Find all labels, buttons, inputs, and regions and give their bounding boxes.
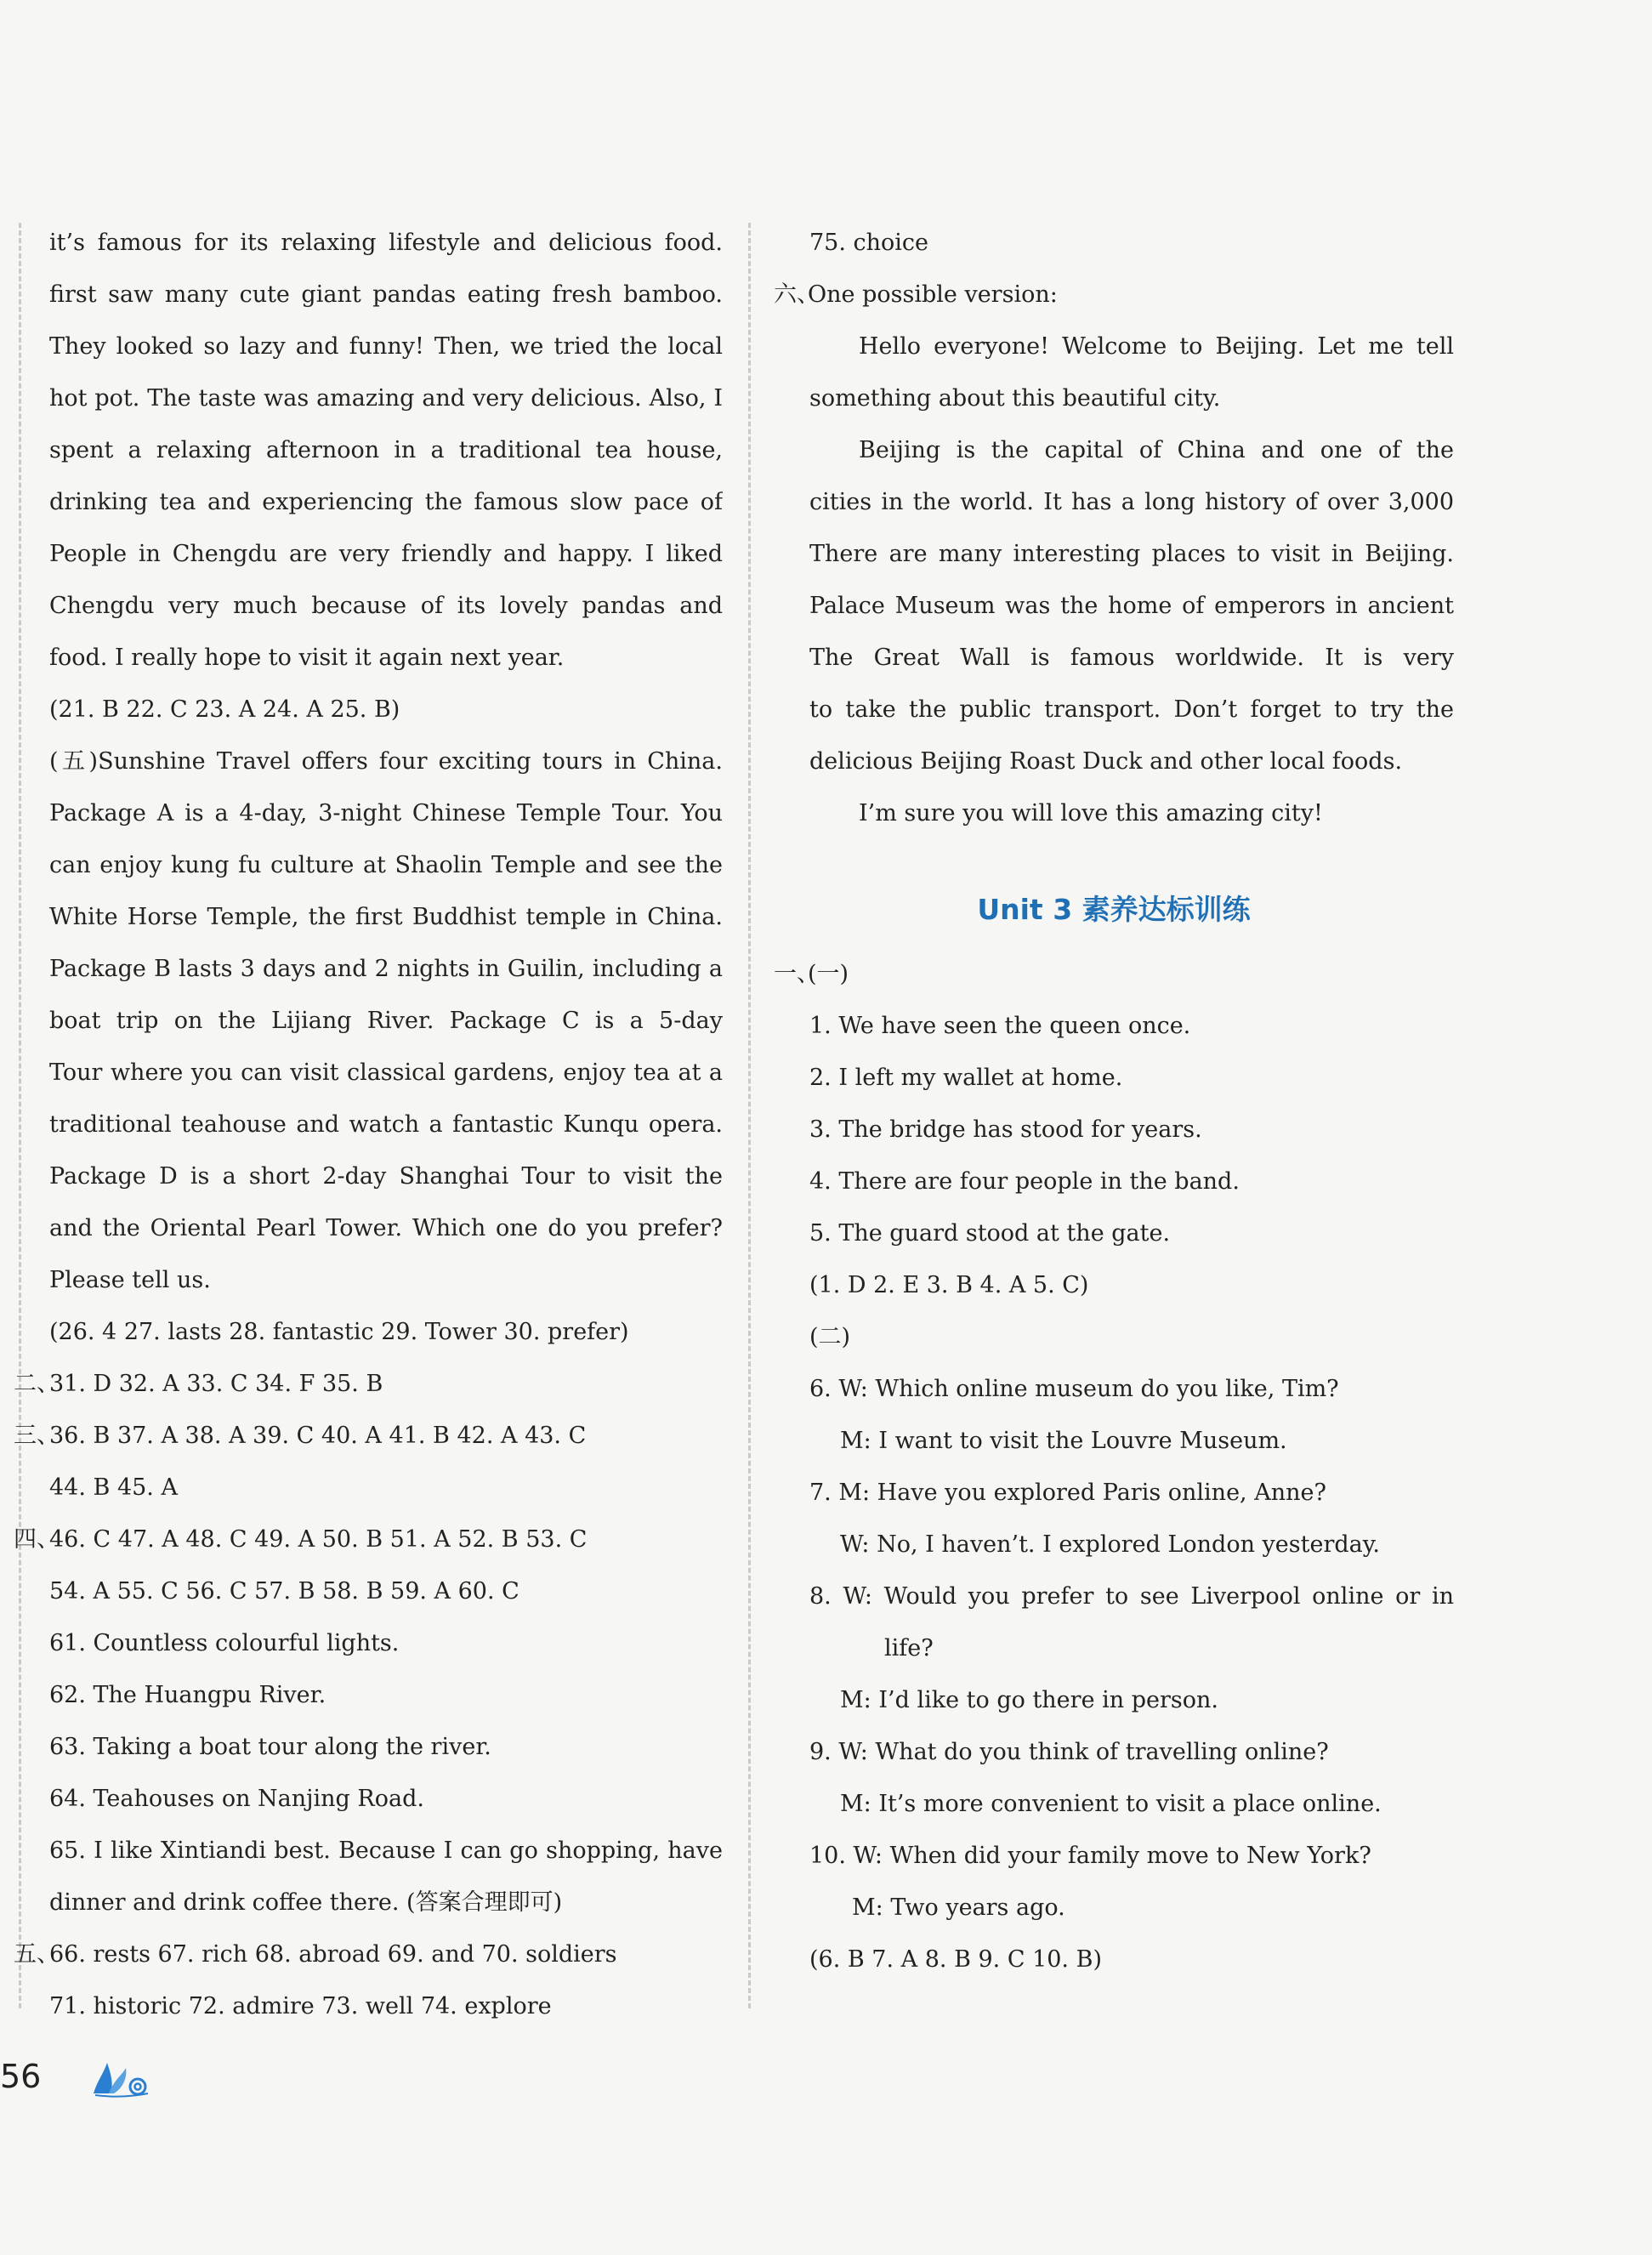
essay-line: Palace Museum was the home of emperors in ancient: [809, 593, 1454, 619]
passage-line: boat trip on the Lijiang River. Package C is a 5-day: [49, 1008, 723, 1034]
unit-title: Unit 3 素养达标训练: [977, 893, 1251, 926]
answers-46-53: 46. C 47. A 48. C 49. A 50. B 51. A 52. B 53. C: [49, 1526, 588, 1553]
essay-line: delicious Beijing Roast Duck and other local foods.: [809, 748, 1403, 775]
answer-64: 64. Teahouses on Nanjing Road.: [49, 1786, 424, 1812]
dialogue-line: life?: [884, 1635, 934, 1661]
section-si: [14, 1514, 723, 1565]
dialogue-line: 9. W: What do you think of travelling online?: [809, 1739, 1329, 1765]
section-label: 一、: [774, 961, 820, 987]
dialogue-line: 10. W: When did your family move to New York?: [809, 1843, 1371, 1869]
passage-line: Tour where you can visit classical gardens, enjoy tea at a: [49, 1059, 723, 1086]
column-divider: [748, 223, 751, 2008]
section-label: 六、: [774, 281, 820, 308]
listening-item: 1. We have seen the queen once.: [809, 1013, 1191, 1039]
left-column: [14, 217, 723, 2032]
passage-line: Package D is a short 2-day Shanghai Tour to visit the: [49, 1163, 723, 1190]
essay-line: to take the public transport. Don’t forget to try the: [809, 696, 1454, 723]
essay-line: People in Chengdu are very friendly and happy. I liked: [49, 541, 723, 567]
listening-item: 5. The guard stood at the gate.: [809, 1220, 1171, 1247]
answers-44-45: 44. B 45. A: [49, 1474, 178, 1501]
section-label: 二、: [14, 1371, 60, 1397]
answers-6-10: (6. B 7. A 8. B 9. C 10. B): [809, 1946, 1102, 1973]
answers-21-25: (21. B 22. C 23. A 24. A 25. B): [49, 696, 400, 723]
subsection-label: (一): [808, 961, 849, 987]
essay-line: I’m sure you will love this amazing city!: [859, 800, 1323, 826]
section-wu: [14, 1928, 723, 1980]
right-column: [774, 217, 1454, 1985]
section-label: 三、: [14, 1423, 60, 1449]
essay-line: Beijing is the capital of China and one of the: [859, 437, 1454, 463]
listening-item: 2. I left my wallet at home.: [809, 1065, 1123, 1091]
dialogue-line: W: No, I haven’t. I explored London yesterday.: [840, 1531, 1381, 1558]
essay-line: spent a relaxing afternoon in a traditional tea house,: [49, 437, 723, 463]
passage-line: White Horse Temple, the first Buddhist temple in China.: [49, 904, 723, 930]
passage-line: and the Oriental Pearl Tower. Which one do you prefer?: [49, 1215, 723, 1241]
answer-75: 75. choice: [809, 230, 929, 256]
subsection-label: (二): [809, 1324, 851, 1350]
answers-36-43: 36. B 37. A 38. A 39. C 40. A 41. B 42. A 43. C: [49, 1423, 587, 1449]
answer-65-cont: dinner and drink coffee there. (答案合理即可): [49, 1889, 563, 1916]
essay-line: Chengdu very much because of its lovely pandas and: [49, 593, 723, 619]
essay-line: food. I really hope to visit it again next year.: [49, 645, 565, 671]
answers-66-70: 66. rests 67. rich 68. abroad 69. and 70. soldiers: [49, 1941, 617, 1968]
swirl-logo-icon: [88, 2056, 165, 2099]
dialogue-line: 7. M: Have you explored Paris online, Anne?: [809, 1480, 1326, 1506]
section-er: [14, 1358, 723, 1410]
passage-line: (五)Sunshine Travel offers four exciting tours in China.: [49, 748, 723, 775]
answers-1-5: (1. D 2. E 3. B 4. A 5. C): [809, 1272, 1089, 1298]
answer-65: 65. I like Xintiandi best. Because I can go shopping, have: [49, 1838, 723, 1864]
answer-62: 62. The Huangpu River.: [49, 1682, 326, 1708]
listening-item: 4. There are four people in the band.: [809, 1168, 1240, 1195]
passage-line: traditional teahouse and watch a fantastic Kunqu opera.: [49, 1111, 723, 1138]
passage-line: Please tell us.: [49, 1267, 211, 1293]
dialogue-line: M: I want to visit the Louvre Museum.: [840, 1428, 1287, 1454]
answer-61: 61. Countless colourful lights.: [49, 1630, 400, 1656]
section-liu: [774, 269, 1454, 321]
essay-line: There are many interesting places to visit in Beijing.: [809, 541, 1454, 567]
essay-line: something about this beautiful city.: [809, 385, 1221, 412]
essay-line: The Great Wall is famous worldwide. It is very: [809, 645, 1454, 671]
essay-line: cities in the world. It has a long history of over 3,000: [809, 489, 1454, 515]
answers-31-35: 31. D 32. A 33. C 34. F 35. B: [49, 1371, 383, 1397]
essay-line: drinking tea and experiencing the famous slow pace of: [49, 489, 723, 515]
passage-line: Package B lasts 3 days and 2 nights in Guilin, including a: [49, 956, 723, 982]
dialogue-line: 8. W: Would you prefer to see Liverpool online or in: [809, 1583, 1454, 1610]
dialogue-line: 6. W: Which online museum do you like, Tim?: [809, 1376, 1339, 1402]
section-san: [14, 1410, 723, 1462]
section-heading: One possible version:: [808, 281, 1058, 308]
binding-margin-line: [19, 223, 21, 2008]
passage-line: Package A is a 4-day, 3-night Chinese Temple Tour. You: [49, 800, 723, 826]
section-yi: [774, 948, 1454, 1000]
listening-item: 3. The bridge has stood for years.: [809, 1116, 1202, 1143]
section-label: 四、: [14, 1526, 60, 1553]
passage-line: can enjoy kung fu culture at Shaolin Temple and see the: [49, 852, 723, 878]
dialogue-line: M: It’s more convenient to visit a place online.: [840, 1791, 1382, 1817]
answers-26-30: (26. 4 27. lasts 28. fantastic 29. Tower 30. prefer): [49, 1319, 629, 1345]
answers-54-60: 54. A 55. C 56. C 57. B 58. B 59. A 60. C: [49, 1578, 519, 1605]
answer-63: 63. Taking a boat tour along the river.: [49, 1734, 491, 1760]
dialogue-line: M: I’d like to go there in person.: [840, 1687, 1218, 1713]
answers-71-74: 71. historic 72. admire 73. well 74. explore: [49, 1993, 552, 2019]
page-number: 56: [0, 2058, 42, 2095]
essay-line: first saw many cute giant pandas eating fresh bamboo.: [49, 281, 723, 308]
essay-line: hot pot. The taste was amazing and very delicious. Also, I: [49, 385, 723, 412]
dialogue-line: M: Two years ago.: [852, 1894, 1065, 1921]
essay-line: it’s famous for its relaxing lifestyle and delicious food.: [49, 230, 723, 256]
section-label: 五、: [14, 1941, 60, 1968]
essay-line: Hello everyone! Welcome to Beijing. Let me tell: [859, 333, 1454, 360]
essay-line: They looked so lazy and funny! Then, we tried the local: [49, 333, 723, 360]
